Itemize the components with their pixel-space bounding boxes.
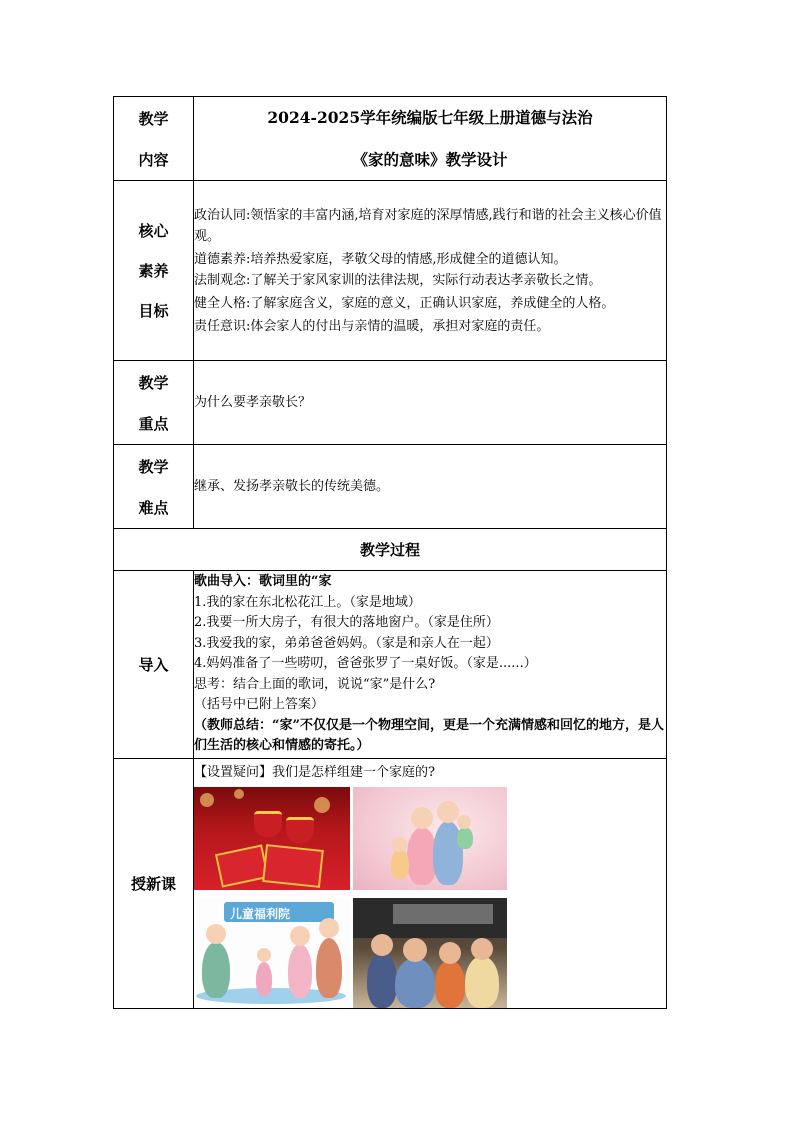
label-difficult-point: 教学 难点	[114, 445, 194, 529]
family-photo	[353, 898, 507, 1008]
label-key-point: 教学 重点	[114, 361, 194, 445]
goal-legal: 法制观念:了解关于家风家训的法律法规，实际行动表达孝亲敬长之情。	[194, 272, 602, 288]
adoption-cartoon	[194, 898, 350, 1006]
intro-line-4: 4.妈妈准备了一些唠叨，爸爸张罗了一桌好饭。（家是......）	[194, 656, 537, 672]
family-illustration	[353, 787, 507, 890]
row-intro	[114, 571, 667, 759]
goal-moral: 道德素养:培养热爱家庭，孝敬父母的情感,形成健全的道德认知。	[194, 251, 567, 267]
intro-think: 思考：结合上面的歌词，说说“家”是什么?	[194, 676, 436, 692]
question-prompt: 【设置疑问】我们是怎样组建一个家庭的?	[194, 765, 435, 780]
intro-line-1: 1.我的家在东北松花江上。（家是地域）	[194, 594, 421, 610]
goal-political: 政治认同:领悟家的丰富内涵,培育对家庭的深厚情感,践行和谐的社会主义核心价值观。	[194, 207, 662, 244]
intro-content	[194, 571, 667, 759]
row-new-lesson	[114, 759, 667, 1009]
process-heading: 教学过程	[114, 529, 667, 571]
key-point-text: 为什么要孝亲敬长？	[194, 361, 667, 445]
teacher-summary: （教师总结：“家”不仅仅是一个物理空间，更是一个充满情感和回忆的地方，是人们生活的核心和情感的寄托。）	[194, 717, 664, 754]
label-core-goals: 核心 素养 目标	[114, 181, 194, 361]
tea-cup-right	[286, 817, 314, 844]
intro-heading: 歌曲导入：歌词里的“家	[194, 574, 332, 590]
difficult-point-text: 继承、发扬孝亲敬长的传统美德。	[194, 445, 667, 529]
row-core-goals	[114, 181, 667, 361]
label-teaching-content: 教学 内容	[114, 97, 194, 181]
wedding-picture	[194, 787, 350, 890]
welfare-home-sign: 儿童福利院	[230, 907, 291, 921]
row-teaching-content	[114, 97, 667, 181]
intro-line-3: 3.我爱我的家，弟弟爸爸妈妈。（家是和亲人在一起）	[194, 635, 499, 651]
picture-grid	[194, 787, 666, 1008]
tea-cup-left	[254, 811, 282, 838]
goal-personality: 健全人格:了解家庭含义，家庭的意义，正确认识家庭，养成健全的人格。	[194, 295, 615, 311]
lesson-plan-table	[113, 96, 667, 1009]
label-intro: 导入	[114, 571, 194, 759]
red-envelope	[262, 844, 324, 888]
intro-line-2: 2.我要一所大房子，有很大的落地窗户。（家是住所）	[194, 615, 499, 631]
row-key-point	[114, 361, 667, 445]
label-new-lesson: 授新课	[114, 759, 194, 1009]
core-goals-content	[194, 181, 667, 361]
title-line-1: 2024-2025学年统编版七年级上册道德与法治	[267, 107, 593, 127]
row-difficult-point	[114, 445, 667, 529]
document-title	[194, 97, 667, 181]
goal-responsibility: 责任意识:体会家人的付出与亲情的温暖，承担对家庭的责任。	[194, 318, 550, 334]
row-process-heading	[114, 529, 667, 571]
red-envelope	[215, 844, 269, 887]
intro-answer-note: （括号中已附上答案）	[194, 697, 325, 713]
new-lesson-content	[194, 759, 667, 1009]
title-line-2: 《家的意味》教学设计	[352, 149, 508, 169]
